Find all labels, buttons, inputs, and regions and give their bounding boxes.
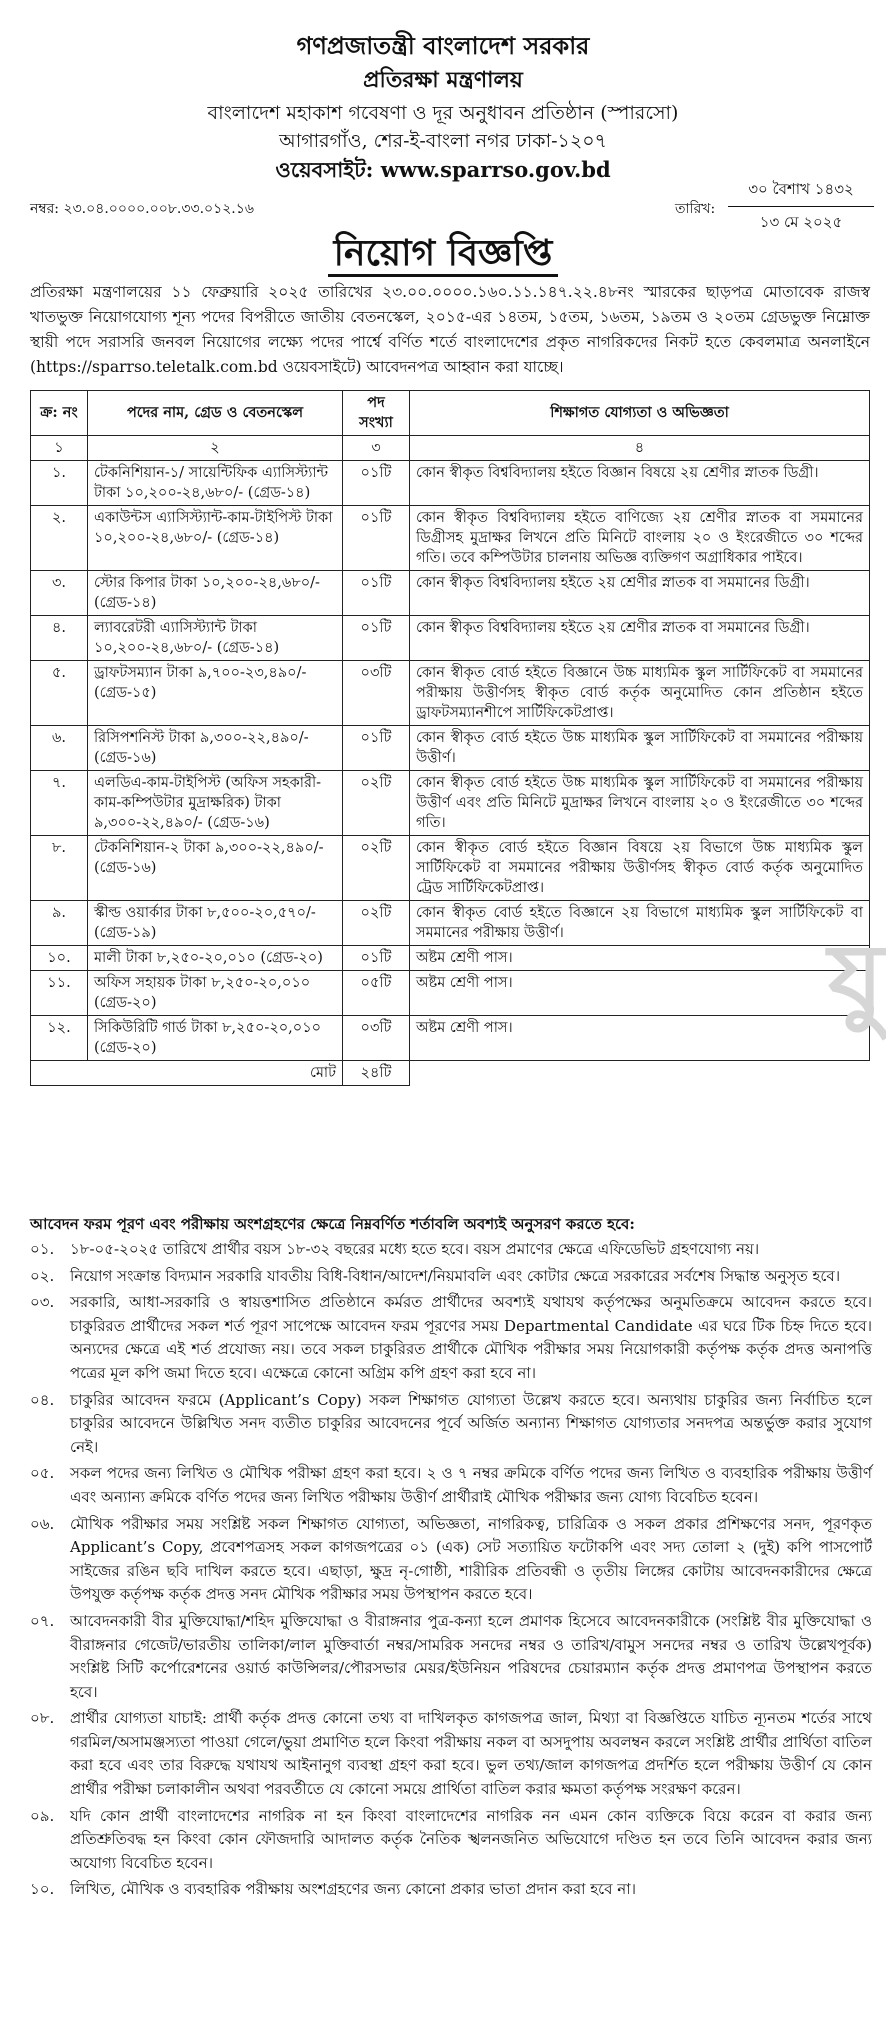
cell-post: এলডিএ-কাম-টাইপিস্ট (অফিস সহকারী-কাম-কম্পিউটার মুদ্রাক্ষরিক) টাকা ৯,৩০০-২২,৪৯০/- (গ্রেড-১৬): [88, 771, 343, 836]
cell-serial: ১০.: [31, 946, 88, 971]
header-quantity: পদ সংখ্যা: [343, 391, 410, 436]
cell-serial: ২.: [31, 506, 88, 571]
condition-text: যদি কোন প্রার্থী বাংলাদেশের নাগরিক না হন কিংবা বাংলাদেশের নাগরিক নন এমন কোন ব্যক্তিকে বিয়ে করেন বা করার জন্য প্রতিশ্রুতিবদ্ধ হন কিংবা কোন ফৌজদারি আদালত কর্তৃক নৈতিক স্খলনজনিত অভিযোগে দণ্ডিত হন তবে তিনি আবেদন করার জন্য অযোগ্য বিবেচিত হবেন।: [70, 1806, 872, 1872]
condition-text: চাকুরির আবেদন ফরমে (Applicant’s Copy) সকল শিক্ষাগত যোগ্যতা উল্লেখ করতে হবে। অন্যথায় চাকুরির জন্য নির্বাচিত হলে চাকুরির আবেদনে উল্লিখিত সনদ ব্যতীত চাকুরির আবেদনের পূর্বে অর্জিত অন্যান্য শিক্ষাগত যোগ্যতার সনদপত্র অন্তর্ভুক্ত করার সুযোগ নেই।: [70, 1390, 872, 1456]
cell-post: মালী টাকা ৮,২৫০-২০,০১০ (গ্রেড-২০): [88, 946, 343, 971]
table-row: [31, 771, 870, 836]
intro-paragraph: প্রতিরক্ষা মন্ত্রণালয়ের ১১ ফেব্রুয়ারি ২০২৫ তারিখের ২৩.০০.০০০০.১৬০.১১.১৪৭.২২.৪৮নং স্মারকের ছাড়পত্র মোতাবেক রাজস্ব খাতভুক্ত নিয়োগযোগ্য শূন্য পদের বিপরীতে জাতীয় বেতনস্কেল, ২০১৫-এর ১৪তম, ১৫তম, ১৬তম, ১৯তম ও ২০তম গ্রেডভুক্ত নিম্নোক্ত স্থায়ী পদে সরাসরি জনবল নিয়োগের লক্ষ্যে পদের পার্শ্বে বর্ণিত শর্তে বাংলাদেশের প্রকৃত নাগরিকদের নিকট হতে কেবলমাত্র অনলাইনে (https://sparrso.teletalk.com.bd ওয়েবসাইটে) আবেদনপত্র আহ্বান করা যাচ্ছে।: [30, 283, 870, 376]
memo-number: নম্বর: ২৩.০৪.০০০০.০০৮.৩৩.০১২.১৬: [30, 201, 254, 217]
condition-item: [30, 1805, 872, 1876]
condition-number: ০২.: [30, 1266, 55, 1285]
condition-item: [30, 1265, 872, 1289]
condition-item: [30, 1462, 872, 1509]
colnum: ৪: [410, 436, 870, 461]
cell-qualification: অষ্টম শ্রেণী পাস।: [410, 946, 870, 971]
date-label: তারিখ:: [675, 201, 716, 217]
condition-number: ০৯.: [30, 1806, 55, 1825]
condition-text: আবেদনকারী বীর মুক্তিযোদ্ধা/শহিদ মুক্তিযোদ্ধা ও বীরাঙ্গনার পুত্র-কন্যা হলে প্রমাণক হিসেবে আবেদনকারীকে (সংশ্লিষ্ট বীর মুক্তিযোদ্ধা ও বীরাঙ্গনার গেজেট/ভারতীয় তালিকা/লাল মুক্তিবার্তা নম্বর/সামরিক সনদের নম্বর ও তারিখ/বামুস সনদের নম্বর ও তারিখ উল্লেখপূর্বক) সংশ্লিষ্ট সিটি কর্পোরেশনের ওয়ার্ড কাউন্সিলর/পৌরসভার মেয়র/ইউনিয়ন পরিষদের চেয়ারম্যান কর্তৃক প্রদত্ত প্রমাণপত্র উপস্থাপন করতে হবে।: [70, 1611, 872, 1701]
cell-qualification: কোন স্বীকৃত বোর্ড হইতে উচ্চ মাধ্যমিক স্কুল সার্টিফিকেট বা সমমানের পরীক্ষায় উত্তীর্ণ এবং প্রতি মিনিটে মুদ্রাক্ষর লিখনে বাংলায় ২০ ও ইংরেজীতে ৩০ শব্দের গতি।: [410, 771, 870, 836]
condition-number: ০১.: [30, 1240, 55, 1258]
condition-text: সকল পদের জন্য লিখিত ও মৌখিক পরীক্ষা গ্রহণ করা হবে। ২ ও ৭ নম্বর ক্রমিকে বর্ণিত পদের জন্য লিখিত ও ব্যবহারিক পরীক্ষায় উত্তীর্ণ এবং অন্যান্য ক্রমিকে বর্ণিত পদের জন্য লিখিত পরীক্ষায় উত্তীর্ণ প্রার্থীরাই মৌখিক পরীক্ষার জন্য যোগ্য বিবেচিত হবেন।: [70, 1464, 872, 1506]
cell-post: ড্রাফটসম্যান টাকা ৯,৭০০-২৩,৪৯০/- (গ্রেড-১৫): [88, 661, 343, 726]
date-gregorian: ১৩ মে ২০২৫: [759, 213, 843, 231]
cell-post: স্কীল্ড ওয়ার্কার টাকা ৮,৫০০-২০,৫৭০/- (গ্রেড-১৯): [88, 901, 343, 946]
header-post: পদের নাম, গ্রেড ও বেতনস্কেল: [88, 391, 343, 436]
watermark: যু: [828, 922, 884, 1035]
table-row: [31, 1016, 870, 1061]
cell-qualification: কোন স্বীকৃত বোর্ড হইতে উচ্চ মাধ্যমিক স্কুল সার্টিফিকেট বা সমমানের পরীক্ষায় উত্তীর্ণ।: [410, 726, 870, 771]
condition-item: [30, 1878, 872, 1902]
cell-serial: ১২.: [31, 1016, 88, 1061]
cell-qualification: অষ্টম শ্রেণী পাস।: [410, 971, 870, 1016]
condition-text: নিয়োগ সংক্রান্ত বিদ্যমান সরকারি যাবতীয় বিধি-বিধান/আদেশ/নিয়মাবলি এবং কোটার ক্ষেত্রে সরকারের সর্বশেষ সিদ্ধান্ত অনুসৃত হবে।: [70, 1266, 841, 1285]
cell-post: সিকিউরিটি গার্ড টাকা ৮,২৫০-২০,০১০ (গ্রেড-২০): [88, 1016, 343, 1061]
cell-serial: ৭.: [31, 771, 88, 836]
notice-title: [0, 226, 886, 286]
condition-item: [30, 1707, 872, 1801]
cell-serial: ৪.: [31, 616, 88, 661]
condition-item: [30, 1238, 872, 1262]
cell-quantity: ০১টি: [343, 506, 410, 571]
cell-post: টেকনিশিয়ান-২ টাকা ৯,৩০০-২২,৪৯০/- (গ্রেড-১৬): [88, 836, 343, 901]
cell-serial: ১১.: [31, 971, 88, 1016]
header-serial: ক্র: নং: [31, 391, 88, 436]
cell-serial: ৬.: [31, 726, 88, 771]
table-row: [31, 836, 870, 901]
vacancy-table: [30, 390, 870, 1086]
condition-text: মৌখিক পরীক্ষার সময় সংশ্লিষ্ট সকল শিক্ষাগত যোগ্যতা, অভিজ্ঞতা, নাগরিকত্ব, চারিত্রিক ও সকল প্রকার প্রশিক্ষণের সনদ, পূরণকৃত Applicant’s Copy, প্রবেশপত্রসহ সকল কাগজপত্রের ০১ (এক) সেট সত্যায়িত ফটোকপি এবং সদ্য তোলা ২ (দুই) কপি পাসপোর্ট সাইজের রঙিন ছবি দাখিল করতে হবে। এছাড়া, ক্ষুদ্র নৃ-গোষ্ঠী, শারীরিক প্রতিবন্ধী ও তৃতীয় লিঙ্গের কোটায় আবেদনকারীদের ক্ষেত্রে উপযুক্ত কর্তৃপক্ষ কর্তৃক প্রদত্ত সনদ মৌখিক পরীক্ষার সময় উপস্থাপন করতে হবে।: [70, 1514, 872, 1604]
cell-quantity: ০২টি: [343, 771, 410, 836]
condition-text: ১৮-০৫-২০২৫ তারিখে প্রার্থীর বয়স ১৮-৩২ বছরের মধ্যে হতে হবে। বয়স প্রমাণের ক্ষেত্রে এফিডেভিট গ্রহণযোগ্য নয়।: [70, 1240, 760, 1258]
condition-number: ০৬.: [30, 1514, 55, 1533]
cell-serial: ১.: [31, 461, 88, 506]
cell-quantity: ০১টি: [343, 461, 410, 506]
condition-item: [30, 1610, 872, 1704]
colnum: ১: [31, 436, 88, 461]
table-row: [31, 946, 870, 971]
cell-qualification: অষ্টম শ্রেণী পাস।: [410, 1016, 870, 1061]
table-row: [31, 616, 870, 661]
date-bangla: ৩০ বৈশাখ ১৪৩২: [728, 178, 874, 207]
cell-quantity: ০২টি: [343, 901, 410, 946]
condition-number: ০৮.: [30, 1709, 55, 1728]
cell-post: একাউন্টস এ্যাসিস্ট্যান্ট-কাম-টাইপিস্ট টাকা ১০,২০০-২৪,৬৮০/- (গ্রেড-১৪): [88, 506, 343, 571]
cell-quantity: ০১টি: [343, 726, 410, 771]
cell-serial: ৩.: [31, 571, 88, 616]
cell-post: ল্যাবরেটরী এ্যাসিস্ট্যান্ট টাকা ১০,২০০-২৪,৬৮০/- (গ্রেড-১৪): [88, 616, 343, 661]
cell-serial: ৮.: [31, 836, 88, 901]
table-row: [31, 971, 870, 1016]
table-body: [31, 461, 870, 1086]
cell-quantity: ০১টি: [343, 946, 410, 971]
cell-quantity: ০১টি: [343, 616, 410, 661]
notice-title-text: নিয়োগ বিজ্ঞপ্তি: [328, 232, 559, 277]
cell-quantity: ০১টি: [343, 571, 410, 616]
cell-quantity: ০৩টি: [343, 1016, 410, 1061]
cell-post: রিসিপশনিস্ট টাকা ৯,৩০০-২২,৪৯০/- (গ্রেড-১৬): [88, 726, 343, 771]
total-quantity: ২৪টি: [343, 1061, 410, 1086]
cell-qualification: কোন স্বীকৃত বিশ্ববিদ্যালয় হইতে ২য় শ্রেণীর স্নাতক বা সমমানের ডিগ্রী।: [410, 571, 870, 616]
condition-number: ০৪.: [30, 1390, 55, 1409]
table-row: [31, 506, 870, 571]
table-colnum-row: [31, 436, 870, 461]
cell-post: স্টোর কিপার টাকা ১০,২০০-২৪,৬৮০/- (গ্রেড-১৪): [88, 571, 343, 616]
condition-text: প্রার্থীর যোগ্যতা যাচাই: প্রার্থী কর্তৃক প্রদত্ত কোনো তথ্য বা দাখিলকৃত কাগজপত্র জাল, মিথ্যা বা বিজ্ঞপ্তিতে যাচিত ন্যূনতম শর্তের সাথে গরমিল/অসামঞ্জস্যতা পাওয়া গেলে/ভুয়া প্রমাণিত হলে কিংবা পরীক্ষায় নকল বা অসদুপায় অবলম্বন করলে সংশ্লিষ্ট প্রার্থীর প্রার্থিতা বাতিল করা হবে এবং তার বিরুদ্ধে যথাযথ আইনানুগ ব্যবস্থা গ্রহণ করা হবে। ভুল তথ্য/জাল কাগজপত্র প্রদর্শিত হলে পরীক্ষায় উত্তীর্ণ যে কোন প্রার্থীর পরীক্ষা চলাকালীন অথবা পরবর্তীতে যে কোনো সময়ে প্রার্থিতা বাতিল করার ক্ষমতা কর্তৃপক্ষ সংরক্ষণ করেন।: [70, 1709, 872, 1799]
table-row: [31, 661, 870, 726]
condition-text: সরকারি, আধা-সরকারি ও স্বায়ত্তশাসিত প্রতিষ্ঠানে কর্মরত প্রার্থীদের অবশ্যই যথাযথ কর্তৃপক্ষের অনুমতিক্রমে আবেদন করতে হবে। চাকুরিরত প্রার্থীদের সকল শর্ত পূরণ সাপেক্ষে আবেদন ফরম পূরণের সময় Departmental Candidate এর ঘরে টিক চিহ্ন দিতে হবে। অন্যদের ক্ষেত্রে এই শর্ত প্রযোজ্য নয়। তবে সকল চাকুরিরত প্রার্থীকে মৌখিক পরীক্ষার সময় নিয়োগকারী কর্তৃপক্ষ কর্তৃক প্রদত্ত অনাপত্তি পত্রের মূল কপি জমা দিতে হবে। এক্ষেত্রে কোনো অগ্রিম কপি গ্রহণ করা হবে না।: [70, 1293, 872, 1382]
condition-item: [30, 1389, 872, 1460]
condition-number: ০৫.: [30, 1464, 55, 1483]
colnum: ২: [88, 436, 343, 461]
total-label: মোট: [31, 1061, 343, 1086]
condition-number: ০৩.: [30, 1293, 55, 1312]
condition-text: লিখিত, মৌখিক ও ব্যবহারিক পরীক্ষায় অংশগ্রহণের জন্য কোনো প্রকার ভাতা প্রদান করা হবে না।: [70, 1880, 636, 1899]
institute-website: ওয়েবসাইট: www.sparrso.gov.bd: [275, 157, 611, 182]
table-row: [31, 461, 870, 506]
condition-item: [30, 1291, 872, 1385]
cell-quantity: ০২টি: [343, 836, 410, 901]
condition-item: [30, 1513, 872, 1607]
cell-qualification: কোন স্বীকৃত বোর্ড হইতে বিজ্ঞানে উচ্চ মাধ্যমিক স্কুল সার্টিফিকেট বা সমমানের পরীক্ষায় উত্তীর্ণসহ স্বীকৃত বোর্ড কর্তৃক অনুমোদিত কোন প্রতিষ্ঠান হইতে ড্রাফটসম্যানশীপে সার্টিফিকেটপ্রাপ্ত।: [410, 661, 870, 726]
table-header-row: [31, 391, 870, 436]
ministry-title: প্রতিরক্ষা মন্ত্রণালয়: [363, 67, 523, 93]
table-row: [31, 901, 870, 946]
total-empty-cell: [410, 1061, 870, 1086]
cell-quantity: ০৩টি: [343, 661, 410, 726]
cell-post: অফিস সহায়ক টাকা ৮,২৫০-২০,০১০ (গ্রেড-২০): [88, 971, 343, 1016]
colnum: ৩: [343, 436, 410, 461]
condition-number: ১০.: [30, 1880, 55, 1899]
cell-qualification: কোন স্বীকৃত বিশ্ববিদ্যালয় হইতে বাণিজ্যে ২য় শ্রেণীর স্নাতক বা সমমানের ডিগ্রীসহ মুদ্রাক্ষর লিখনে প্রতি মিনিটে বাংলায় ২০ ও ইংরেজীতে ৩০ শব্দের গতি। তবে কম্পিউটার চালনায় অভিজ্ঞ ব্যক্তিগণ অগ্রাধিকার পাইবে।: [410, 506, 870, 571]
institute-address: আগারগাঁও, শের-ই-বাংলা নগর ঢাকা-১২০৭: [279, 130, 607, 152]
cell-qualification: কোন স্বীকৃত বিশ্ববিদ্যালয় হইতে বিজ্ঞান বিষয়ে ২য় শ্রেণীর স্নাতক ডিগ্রী।: [410, 461, 870, 506]
cell-qualification: কোন স্বীকৃত বিশ্ববিদ্যালয় হইতে ২য় শ্রেণীর স্নাতক বা সমমানের ডিগ্রী।: [410, 616, 870, 661]
cell-serial: ৫.: [31, 661, 88, 726]
cell-post: টেকনিশিয়ান-১/ সায়েন্টিফিক এ্যাসিস্ট্যান্ট টাকা ১০,২০০-২৪,৬৮০/- (গ্রেড-১৪): [88, 461, 343, 506]
table-row: [31, 571, 870, 616]
conditions-heading: আবেদন ফরম পূরণ এবং পরীক্ষায় অংশগ্রহণের ক্ষেত্রে নিম্নবর্ণিত শর্তাবলি অবশ্যই অনুসরণ করতে হবে:: [30, 1215, 635, 1233]
cell-serial: ৯.: [31, 901, 88, 946]
header-qualification: শিক্ষাগত যোগ্যতা ও অভিজ্ঞতা: [410, 391, 870, 436]
table-total-row: [31, 1061, 870, 1086]
table-row: [31, 726, 870, 771]
cell-qualification: কোন স্বীকৃত বোর্ড হইতে বিজ্ঞান বিষয়ে ২য় বিভাগে উচ্চ মাধ্যমিক স্কুল সার্টিফিকেট বা সমমানের পরীক্ষায় উত্তীর্ণসহ স্বীকৃত বোর্ড কর্তৃক অনুমোদিত ট্রেড সার্টিফিকেটপ্রাপ্ত।: [410, 836, 870, 901]
cell-quantity: ০৫টি: [343, 971, 410, 1016]
institute-name: বাংলাদেশ মহাকাশ গবেষণা ও দূর অনুধাবন প্রতিষ্ঠান (স্পারসো): [207, 102, 679, 124]
cell-qualification: কোন স্বীকৃত বোর্ড হইতে বিজ্ঞানে ২য় বিভাগে মাধ্যমিক স্কুল সার্টিফিকেট বা সমমানের পরীক্ষায় উত্তীর্ণ।: [410, 901, 870, 946]
condition-number: ০৭.: [30, 1611, 55, 1630]
govt-title: গণপ্রজাতন্ত্রী বাংলাদেশ সরকার: [296, 31, 590, 60]
conditions-list: [30, 1238, 872, 1905]
